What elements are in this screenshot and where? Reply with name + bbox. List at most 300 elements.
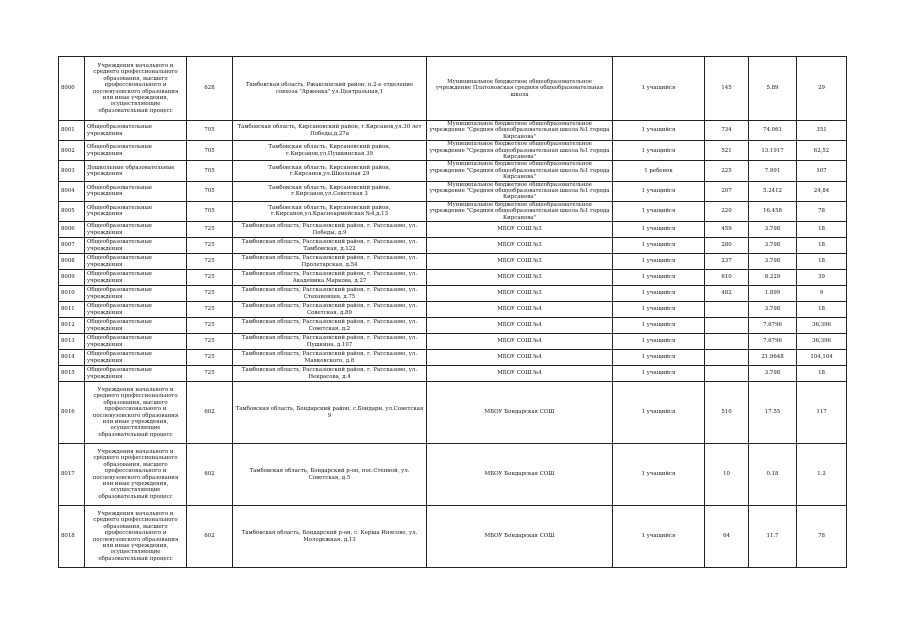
student-count: 459 — [721, 226, 732, 233]
table-row — [59, 201, 847, 221]
value-a-cell — [749, 270, 797, 286]
unit-of-measure-cell — [613, 286, 705, 302]
value-b-cell — [797, 254, 847, 270]
address: Тамбовская область, Бондарский район, с.Бондари, ул.Советская 9 — [235, 406, 424, 419]
okato-code-cell — [187, 382, 233, 444]
organization-name: МБОУ СОШ №4 — [497, 370, 542, 377]
unit-of-measure-cell — [613, 141, 705, 161]
okato-code: 725 — [204, 290, 215, 297]
row-code-cell — [59, 350, 85, 366]
okato-code: 705 — [204, 208, 215, 215]
organization-name-cell — [427, 57, 613, 121]
row-code: 8000 — [61, 85, 75, 92]
address-cell — [233, 161, 427, 181]
student-count-cell — [705, 254, 749, 270]
organization-name-cell — [427, 350, 613, 366]
unit-of-measure-cell — [613, 382, 705, 444]
unit-of-measure: 1 учащийся — [641, 471, 676, 478]
organization-name: МБОУ СОШ №3 — [497, 258, 542, 265]
value-b: 24,84 — [813, 188, 830, 195]
okato-code-cell — [187, 318, 233, 334]
organization-name: Муниципальное бюджетное общеобразовательное учреждение "Средняя общеобразовательная школа №1 города Кирсанова" — [429, 121, 610, 140]
table-row — [59, 161, 847, 181]
value-b-cell — [797, 334, 847, 350]
okato-code-cell — [187, 506, 233, 568]
value-a: 74.061 — [763, 127, 782, 134]
okato-code: 725 — [204, 338, 215, 345]
institution-type-cell — [85, 254, 187, 270]
organization-name: МБОУ СОШ №3 — [497, 226, 542, 233]
value-b: 18 — [818, 258, 825, 265]
value-a: 7.6796 — [763, 322, 782, 329]
row-code: 8009 — [61, 274, 75, 281]
okato-code: 725 — [204, 242, 215, 249]
institution-type: Общеобразовательные учреждения — [87, 239, 153, 252]
value-a-cell — [749, 141, 797, 161]
okato-code-cell — [187, 366, 233, 382]
unit-of-measure: 1 учащийся — [641, 306, 676, 313]
student-count-cell — [705, 201, 749, 221]
row-code-cell — [59, 444, 85, 506]
row-code-cell — [59, 161, 85, 181]
value-a: 11.7 — [766, 533, 779, 540]
table-row — [59, 334, 847, 350]
student-count-cell — [705, 350, 749, 366]
unit-of-measure: 1 учащийся — [641, 208, 676, 215]
unit-of-measure: 1 учащийся — [641, 409, 676, 416]
address-cell — [233, 121, 427, 141]
address: Тамбовская область, Рассказовский район, г. Рассказово, ул. Маяковского, д.8 — [241, 351, 418, 364]
institution-type: Учреждения начального и среднего профессионального образования, высшего профессионального и послевузовского образования или иные учреждения, осуществляющие образовательный процесс — [92, 448, 179, 500]
value-a-cell — [749, 382, 797, 444]
value-a-cell — [749, 254, 797, 270]
organization-name-cell — [427, 141, 613, 161]
value-a: 3.798 — [764, 258, 781, 265]
unit-of-measure: 1 учащийся — [641, 242, 676, 249]
unit-of-measure: 1 ребенок — [644, 167, 673, 174]
address-cell — [233, 222, 427, 238]
organization-name: Муниципальное бюджетное общеобразовательное учреждение "Средняя общеобразовательная школа №1 города Кирсанова" — [429, 201, 610, 221]
organization-name-cell — [427, 254, 613, 270]
value-b-cell — [797, 181, 847, 201]
student-count: 482 — [721, 290, 732, 297]
value-b: 36,396 — [812, 322, 831, 329]
row-code-cell — [59, 270, 85, 286]
unit-of-measure-cell — [613, 201, 705, 221]
okato-code: 725 — [204, 226, 215, 233]
institution-type: Учреждения начального и среднего профессионального образования, высшего профессионального и послевузовского образования или иные учреждения, осуществляющие образовательный процесс — [92, 386, 179, 438]
organization-name: МБОУ Бондарская СОШ — [484, 471, 555, 478]
value-a-cell — [749, 444, 797, 506]
student-count-cell — [705, 506, 749, 568]
unit-of-measure-cell — [613, 222, 705, 238]
value-b-cell — [797, 444, 847, 506]
address: Тамбовская область, Рассказовский район, г. Рассказово, ул. Академика Маркова, д.27 — [241, 271, 418, 284]
organization-name-cell — [427, 444, 613, 506]
unit-of-measure: 1 учащийся — [641, 127, 676, 134]
institution-type-cell — [85, 302, 187, 318]
value-a-cell — [749, 334, 797, 350]
unit-of-measure: 1 учащийся — [641, 322, 676, 329]
value-a: 7.991 — [764, 167, 781, 174]
table-row — [59, 121, 847, 141]
address: Тамбовская область, Бондарский р-он, с. Керша Инясово, ул. Молодежная, д.13 — [241, 530, 418, 543]
institution-type-cell — [85, 350, 187, 366]
okato-code: 705 — [204, 167, 215, 174]
unit-of-measure-cell — [613, 121, 705, 141]
student-count: 225 — [721, 167, 732, 174]
row-code: 8017 — [61, 471, 75, 478]
institution-type-cell — [85, 286, 187, 302]
row-code: 8011 — [61, 306, 75, 313]
okato-code-cell — [187, 350, 233, 366]
value-b: 9 — [819, 290, 824, 297]
unit-of-measure: 1 учащийся — [641, 258, 676, 265]
value-b-cell — [797, 382, 847, 444]
student-count-cell — [705, 286, 749, 302]
row-code-cell — [59, 201, 85, 221]
unit-of-measure-cell — [613, 57, 705, 121]
row-code: 8014 — [61, 354, 75, 361]
organization-name-cell — [427, 334, 613, 350]
institution-type-cell — [85, 201, 187, 221]
institution-type-cell — [85, 444, 187, 506]
organization-name-cell — [427, 181, 613, 201]
address: Тамбовская область, Кирсановский район, г.Кирсанов,ул.Красноармейская №4,д.13 — [268, 205, 391, 218]
unit-of-measure-cell — [613, 270, 705, 286]
organization-name-cell — [427, 302, 613, 318]
student-count-cell — [705, 181, 749, 201]
address-cell — [233, 506, 427, 568]
okato-code: 602 — [204, 471, 215, 478]
okato-code-cell — [187, 57, 233, 121]
institution-type-cell — [85, 318, 187, 334]
unit-of-measure-cell — [613, 318, 705, 334]
address-cell — [233, 318, 427, 334]
value-a-cell — [749, 181, 797, 201]
value-b-cell — [797, 238, 847, 254]
okato-code: 725 — [204, 274, 215, 281]
institution-type: Общеобразовательные учреждения — [87, 223, 153, 236]
value-b-cell — [797, 201, 847, 221]
organization-name: Муниципальное бюджетное общеобразовательное учреждение "Средняя общеобразовательная школа №1 города Кирсанова" — [429, 141, 610, 161]
value-a-cell — [749, 366, 797, 382]
value-b-cell — [797, 121, 847, 141]
institution-type-cell — [85, 222, 187, 238]
value-b-cell — [797, 350, 847, 366]
value-a: 7.6796 — [763, 338, 782, 345]
okato-code: 705 — [204, 127, 215, 134]
institution-type: Учреждения начального и среднего профессионального образования, высшего профессионального и послевузовского образования или иные учреждения, осуществляющие образовательный процесс — [92, 62, 179, 114]
okato-code-cell — [187, 141, 233, 161]
institution-type: Общеобразовательные учреждения — [87, 351, 153, 364]
table-row — [59, 302, 847, 318]
organization-name: Муниципальное бюджетное общеобразовательное учреждение "Средняя общеобразовательная школа №1 города Кирсанова" — [429, 181, 610, 201]
address: Тамбовская область, Рассказовский район, г. Рассказово, ул. Пушкина, д.107 — [241, 335, 418, 348]
institution-type: Общеобразовательные учреждения — [87, 287, 153, 300]
value-a: 1.899 — [764, 290, 781, 297]
student-count: 64 — [723, 533, 730, 540]
value-a-cell — [749, 121, 797, 141]
value-b-cell — [797, 286, 847, 302]
value-a: 3.798 — [764, 242, 781, 249]
okato-code-cell — [187, 201, 233, 221]
organization-name: МБОУ СОШ №3 — [497, 274, 542, 281]
value-b: 117 — [816, 409, 827, 416]
address: Тамбовская область, Кирсановский район, г.Кирсанов,ул.Школьная 29 — [268, 164, 391, 178]
student-count-cell — [705, 57, 749, 121]
row-code-cell — [59, 238, 85, 254]
value-a: 3.798 — [764, 370, 781, 377]
institution-type: Общеобразовательные учреждения — [87, 319, 153, 332]
organization-name: Муниципальное бюджетное общеобразовательное учреждение Платоновская средняя общеобразовательная школа — [435, 78, 604, 98]
value-b-cell — [797, 506, 847, 568]
organization-name: МБОУ СОШ №4 — [497, 322, 542, 329]
value-a-cell — [749, 286, 797, 302]
student-count-cell — [705, 161, 749, 181]
table-row — [59, 181, 847, 201]
address: Тамбовская область, Ржаксинский район, п.2-е отделение совхоза "Арженка" ул.Центральная,1 — [245, 82, 414, 95]
value-a: 5.89 — [766, 85, 779, 92]
institution-type: Общеобразовательные учреждения — [87, 205, 153, 218]
student-count-cell — [705, 366, 749, 382]
value-a-cell — [749, 201, 797, 221]
value-b-cell — [797, 161, 847, 181]
institution-type-cell — [85, 382, 187, 444]
student-count: 145 — [721, 85, 732, 92]
okato-code: 725 — [204, 322, 215, 329]
value-a: 21.9648 — [761, 354, 784, 361]
table-row — [59, 318, 847, 334]
address: Тамбовская область, Кирсановский район, г.Кирсанов,ул.30 лет Победы,д.27а — [237, 124, 422, 137]
organization-name: МБОУ СОШ №3 — [497, 242, 542, 249]
student-count: 207 — [721, 188, 732, 195]
value-b-cell — [797, 366, 847, 382]
address-cell — [233, 334, 427, 350]
student-count: 280 — [721, 242, 732, 249]
institution-type-cell — [85, 141, 187, 161]
okato-code-cell — [187, 270, 233, 286]
row-code-cell — [59, 254, 85, 270]
table-row — [59, 222, 847, 238]
value-a-cell — [749, 318, 797, 334]
institution-type-cell — [85, 366, 187, 382]
address: Тамбовская область, Бондарский р-он, пос.Степной, ул. Советская, д.5 — [249, 468, 410, 481]
value-b-cell — [797, 141, 847, 161]
row-code: 8001 — [61, 127, 75, 134]
address: Тамбовская область, Рассказовский район, г. Рассказово, ул. Тамбовская, д.122 — [241, 239, 418, 252]
table-row — [59, 57, 847, 121]
value-b: 78 — [818, 533, 825, 540]
unit-of-measure-cell — [613, 444, 705, 506]
row-code: 8013 — [61, 338, 75, 345]
row-code-cell — [59, 366, 85, 382]
okato-code: 602 — [204, 533, 215, 540]
institution-type: Общеобразовательные учреждения — [87, 255, 153, 268]
student-count-cell — [705, 270, 749, 286]
okato-code: 705 — [204, 147, 215, 154]
okato-code-cell — [187, 222, 233, 238]
value-b: 104,104 — [810, 354, 833, 361]
organization-name-cell — [427, 121, 613, 141]
value-b: 18 — [818, 242, 825, 249]
unit-of-measure: 1 учащийся — [641, 354, 676, 361]
okato-code: 725 — [204, 258, 215, 265]
unit-of-measure-cell — [613, 506, 705, 568]
address-cell — [233, 181, 427, 201]
organization-name-cell — [427, 161, 613, 181]
address: Тамбовская область, Рассказовский район, г. Рассказово, ул. Советская, д.89 — [241, 303, 418, 316]
okato-code-cell — [187, 181, 233, 201]
address-cell — [233, 270, 427, 286]
value-a-cell — [749, 350, 797, 366]
row-code: 8007 — [61, 242, 75, 249]
unit-of-measure: 1 учащийся — [641, 226, 676, 233]
student-count-cell — [705, 318, 749, 334]
organization-name-cell — [427, 506, 613, 568]
address: Тамбовская область, Рассказовский район, г. Рассказово, ул. Некрасова, д.4 — [241, 367, 418, 380]
okato-code: 628 — [204, 85, 215, 92]
value-b: 39 — [818, 274, 825, 281]
student-count: 734 — [721, 127, 732, 134]
row-code-cell — [59, 57, 85, 121]
row-code: 8010 — [61, 290, 75, 297]
row-code: 8016 — [61, 409, 75, 416]
okato-code-cell — [187, 161, 233, 181]
table-row — [59, 382, 847, 444]
institution-type-cell — [85, 181, 187, 201]
row-code: 8015 — [61, 370, 75, 377]
unit-of-measure-cell — [613, 302, 705, 318]
row-code: 8002 — [61, 147, 75, 154]
organization-name: МБОУ СОШ №4 — [497, 306, 542, 313]
address: Тамбовская область, Рассказовский район, г. Рассказово, ул. Пролетарская, д.54 — [241, 255, 418, 268]
value-b: 107 — [816, 167, 827, 174]
organization-name-cell — [427, 238, 613, 254]
institution-type-cell — [85, 270, 187, 286]
unit-of-measure-cell — [613, 238, 705, 254]
value-b: 36,396 — [812, 338, 831, 345]
student-count: 510 — [721, 409, 732, 416]
row-code-cell — [59, 141, 85, 161]
address-cell — [233, 57, 427, 121]
organization-name-cell — [427, 286, 613, 302]
okato-code-cell — [187, 121, 233, 141]
okato-code: 602 — [204, 409, 215, 416]
value-a: 16.458 — [763, 208, 782, 215]
okato-code-cell — [187, 302, 233, 318]
address-cell — [233, 350, 427, 366]
row-code: 8004 — [61, 188, 75, 195]
okato-code-cell — [187, 254, 233, 270]
address-cell — [233, 286, 427, 302]
okato-code-cell — [187, 238, 233, 254]
unit-of-measure: 1 учащийся — [641, 147, 676, 154]
address-cell — [233, 366, 427, 382]
value-a-cell — [749, 238, 797, 254]
value-b-cell — [797, 302, 847, 318]
student-count: 521 — [721, 147, 732, 154]
unit-of-measure: 1 учащийся — [641, 290, 676, 297]
okato-code-cell — [187, 444, 233, 506]
institution-type: Общеобразовательные учреждения — [87, 367, 153, 380]
institution-type-cell — [85, 121, 187, 141]
unit-of-measure-cell — [613, 334, 705, 350]
value-b: 351 — [816, 127, 827, 134]
table-row — [59, 366, 847, 382]
organization-name-cell — [427, 222, 613, 238]
row-code: 8005 — [61, 208, 75, 215]
unit-of-measure: 1 учащийся — [641, 533, 676, 540]
value-a: 3.798 — [764, 306, 781, 313]
organization-name: МБОУ СОШ №3 — [497, 290, 542, 297]
table-row — [59, 141, 847, 161]
table-row — [59, 286, 847, 302]
value-a: 3.798 — [764, 226, 781, 233]
institution-type-cell — [85, 57, 187, 121]
row-code: 8012 — [61, 322, 75, 329]
student-count-cell — [705, 222, 749, 238]
okato-code: 705 — [204, 188, 215, 195]
address: Тамбовская область, Рассказовский район, г. Рассказово, ул. Советская, д.2 — [241, 319, 418, 332]
address-cell — [233, 141, 427, 161]
organization-name: МБОУ Бондарская СОШ — [484, 409, 555, 416]
value-a-cell — [749, 302, 797, 318]
row-code-cell — [59, 286, 85, 302]
institution-type: Общеобразовательные учреждения — [87, 144, 153, 157]
institution-type-cell — [85, 334, 187, 350]
student-count-cell — [705, 238, 749, 254]
unit-of-measure: 1 учащийся — [641, 370, 676, 377]
student-count-cell — [705, 141, 749, 161]
student-count-cell — [705, 444, 749, 506]
student-count: 237 — [721, 258, 732, 265]
value-b: 62,52 — [813, 147, 830, 154]
institution-type: Дошкольные образовательные учреждения — [87, 164, 175, 178]
row-code-cell — [59, 506, 85, 568]
row-code: 8008 — [61, 258, 75, 265]
student-count: 10 — [723, 471, 730, 478]
value-a: 8.229 — [764, 274, 781, 281]
organization-name-cell — [427, 201, 613, 221]
address: Тамбовская область, Рассказовский район, г. Рассказово, ул. Стахановцев, д.75 — [241, 287, 418, 300]
table-row — [59, 270, 847, 286]
institution-type-cell — [85, 238, 187, 254]
unit-of-measure-cell — [613, 366, 705, 382]
unit-of-measure-cell — [613, 254, 705, 270]
row-code-cell — [59, 382, 85, 444]
value-a: 17.55 — [764, 409, 781, 416]
value-a: 0.18 — [766, 471, 779, 478]
row-code-cell — [59, 302, 85, 318]
address-cell — [233, 238, 427, 254]
value-a: 5.2412 — [763, 188, 782, 195]
student-count-cell — [705, 334, 749, 350]
student-count-cell — [705, 302, 749, 318]
value-b: 1.2 — [817, 471, 826, 478]
value-b-cell — [797, 318, 847, 334]
row-code-cell — [59, 334, 85, 350]
address: Тамбовская область, Рассказовский район, г. Рассказово, ул. Победы, д.9 — [241, 223, 418, 236]
value-b: 29 — [818, 85, 825, 92]
student-count: 220 — [721, 208, 732, 215]
address-cell — [233, 444, 427, 506]
table-row — [59, 506, 847, 568]
organization-name: МБОУ СОШ №4 — [497, 354, 542, 361]
value-a-cell — [749, 161, 797, 181]
okato-code-cell — [187, 334, 233, 350]
student-count-cell — [705, 121, 749, 141]
